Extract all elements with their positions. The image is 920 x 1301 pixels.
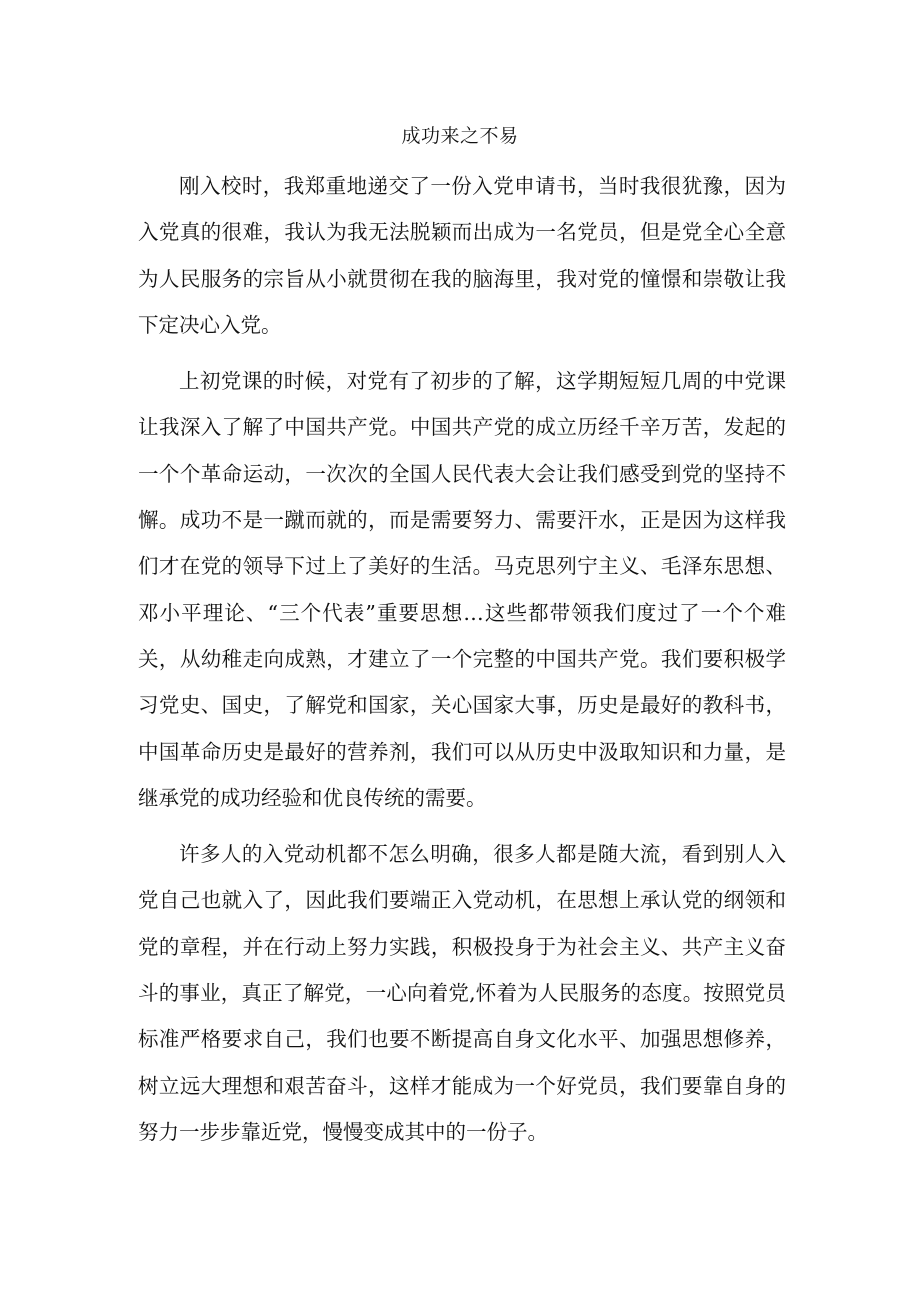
paragraph-1: 刚入校时，我郑重地递交了一份入党申请书，当时我很犹豫，因为入党真的很难，我认为我无法脱颖而出成为一名党员，但是党全心全意为人民服务的宗旨从小就贯彻在我的脑海里，我对党的憧憬和崇敬让我下定决心入党。 bbox=[138, 174, 786, 337]
document-title: 成功来之不易 bbox=[401, 125, 519, 147]
paragraph-3: 许多人的入党动机都不怎么明确，很多人都是随大流，看到别人入党自己也就入了，因此我们要端正入党动机，在思想上承认党的纲领和党的章程，并在行动上努力实践，积极投身于为社会主义、共产主义奋斗的事业，真正了解党，一心向着党,怀着为人民服务的态度。按照党员标准严格要求自己，我们也要不断提高自身文化水平、加强思想修养，树立远大理想和艰苦奋斗，这样才能成为一个好党员，我们要靠自身的努力一步步靠近党，慢慢变成其中的一份子。 bbox=[138, 842, 786, 1144]
paragraph-2: 上初党课的时候，对党有了初步的了解，这学期短短几周的中党课让我深入了解了中国共产党。中国共产党的成立历经千辛万苦，发起的一个个革命运动，一次次的全国人民代表大会让我们感受到党的坚持不懈。成功不是一蹴而就的，而是需要努力、需要汗水，正是因为这样我们才在党的领导下过上了美好的生活。马克思列宁主义、毛泽东思想、邓小平理论、“三个代表”重要思想…这些都带领我们度过了一个个难关，从幼稚走向成熟，才建立了一个完整的中国共产党。我们要积极学习党史、国史，了解党和国家，关心国家大事，历史是最好的教科书，中国革命历史是最好的营养剂，我们可以从历史中汲取知识和力量，是继承党的成功经验和优良传统的需要。 bbox=[138, 369, 786, 810]
document-body bbox=[138, 163, 786, 1155]
